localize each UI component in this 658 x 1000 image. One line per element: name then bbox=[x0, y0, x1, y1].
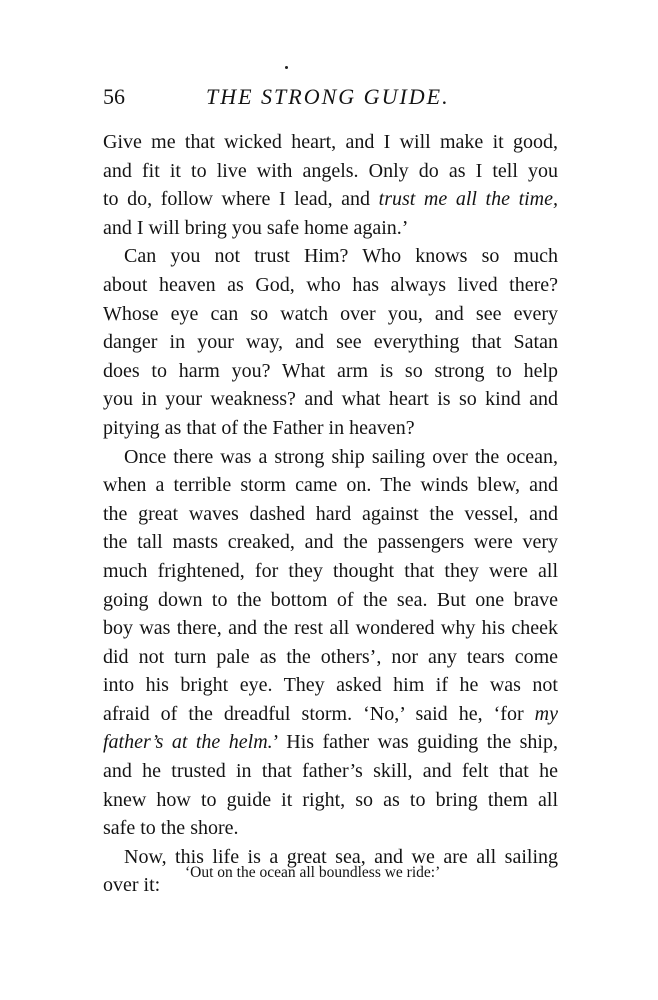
text-run: boy was there, and the rest all wondered why his cheek bbox=[103, 617, 558, 640]
text-run: about heaven as God, who has always lived there? bbox=[103, 273, 558, 296]
text-line bbox=[103, 385, 558, 414]
text-run: ’ His father was guiding the ship, bbox=[272, 731, 558, 754]
text-line bbox=[103, 328, 558, 357]
text-run: pitying as that of the Father in heaven? bbox=[103, 416, 415, 439]
text-run: you in your weakness? and what heart is so kind and bbox=[103, 388, 558, 411]
text-run: Give me that wicked heart, and I will make it good, bbox=[103, 131, 558, 153]
text-run: danger in your way, and see everything that Satan bbox=[103, 331, 558, 354]
text-run: to do, follow where I lead, and bbox=[103, 188, 379, 211]
text-run: going down to the bottom of the sea. But one brave bbox=[103, 588, 558, 611]
text-line bbox=[103, 271, 558, 300]
text-line bbox=[103, 728, 558, 757]
italic-text: my bbox=[534, 702, 558, 725]
text-line bbox=[103, 643, 558, 672]
text-run: safe to the shore. bbox=[103, 817, 239, 840]
text-run: did not turn pale as the others’, nor any tears come bbox=[103, 645, 558, 668]
text-line bbox=[103, 128, 558, 157]
text-line bbox=[103, 185, 558, 214]
text-run: much frightened, for they thought that they were all bbox=[103, 559, 558, 582]
text-line bbox=[103, 471, 558, 500]
page-number: 56 bbox=[103, 84, 125, 109]
text-line bbox=[103, 786, 558, 815]
body-text bbox=[103, 128, 558, 900]
italic-text: father’s at the helm. bbox=[103, 731, 273, 754]
text-line bbox=[103, 614, 558, 643]
text-run: Can you not trust Him? Who knows so much bbox=[124, 245, 558, 268]
text-line bbox=[103, 700, 558, 729]
text-line bbox=[103, 443, 558, 472]
text-line bbox=[103, 500, 558, 529]
text-line bbox=[103, 157, 558, 186]
text-run: and fit it to live with angels. Only do as I tell you bbox=[103, 159, 558, 182]
text-line bbox=[103, 757, 558, 786]
text-run: and I will bring you safe home again.’ bbox=[103, 216, 409, 239]
text-line bbox=[103, 214, 558, 243]
paragraph bbox=[103, 242, 558, 442]
text-run: afraid of the dreadful storm. ‘No,’ said he, ‘for bbox=[103, 702, 535, 725]
text-line bbox=[103, 242, 558, 271]
running-title: THE STRONG GUIDE. bbox=[206, 84, 450, 109]
text-run: Once there was a strong ship sailing over the ocean, bbox=[124, 445, 558, 468]
text-run: the great waves dashed hard against the vessel, and bbox=[103, 502, 558, 525]
italic-text: trust me all the time, bbox=[378, 188, 558, 211]
text-line bbox=[103, 414, 558, 443]
text-run: knew how to guide it right, so as to bring them all bbox=[103, 788, 558, 811]
text-run: into his bright eye. They asked him if he was not bbox=[103, 674, 558, 697]
paragraph bbox=[103, 128, 558, 242]
verse-quote: ‘Out on the ocean all boundless we ride:’ bbox=[185, 864, 441, 881]
text-line bbox=[103, 300, 558, 329]
text-run: when a terrible storm came on. The winds blew, and bbox=[103, 474, 558, 497]
text-run: and he trusted in that father’s skill, and felt that he bbox=[103, 760, 558, 783]
text-line bbox=[103, 357, 558, 386]
text-run: does to harm you? What arm is so strong to help bbox=[103, 359, 558, 382]
text-line bbox=[103, 557, 558, 586]
paragraph bbox=[103, 443, 558, 843]
text-run: over it: bbox=[103, 874, 161, 897]
text-line bbox=[103, 586, 558, 615]
page-header bbox=[103, 84, 563, 114]
text-run: Now, this life is a great sea, and we are all sailing bbox=[124, 845, 558, 868]
text-run: the tall masts creaked, and the passengers were very bbox=[103, 531, 558, 554]
text-run: Whose eye can so watch over you, and see every bbox=[103, 302, 558, 325]
text-line bbox=[103, 814, 558, 843]
text-line bbox=[103, 528, 558, 557]
text-line bbox=[103, 671, 558, 700]
ink-speck bbox=[285, 66, 288, 69]
